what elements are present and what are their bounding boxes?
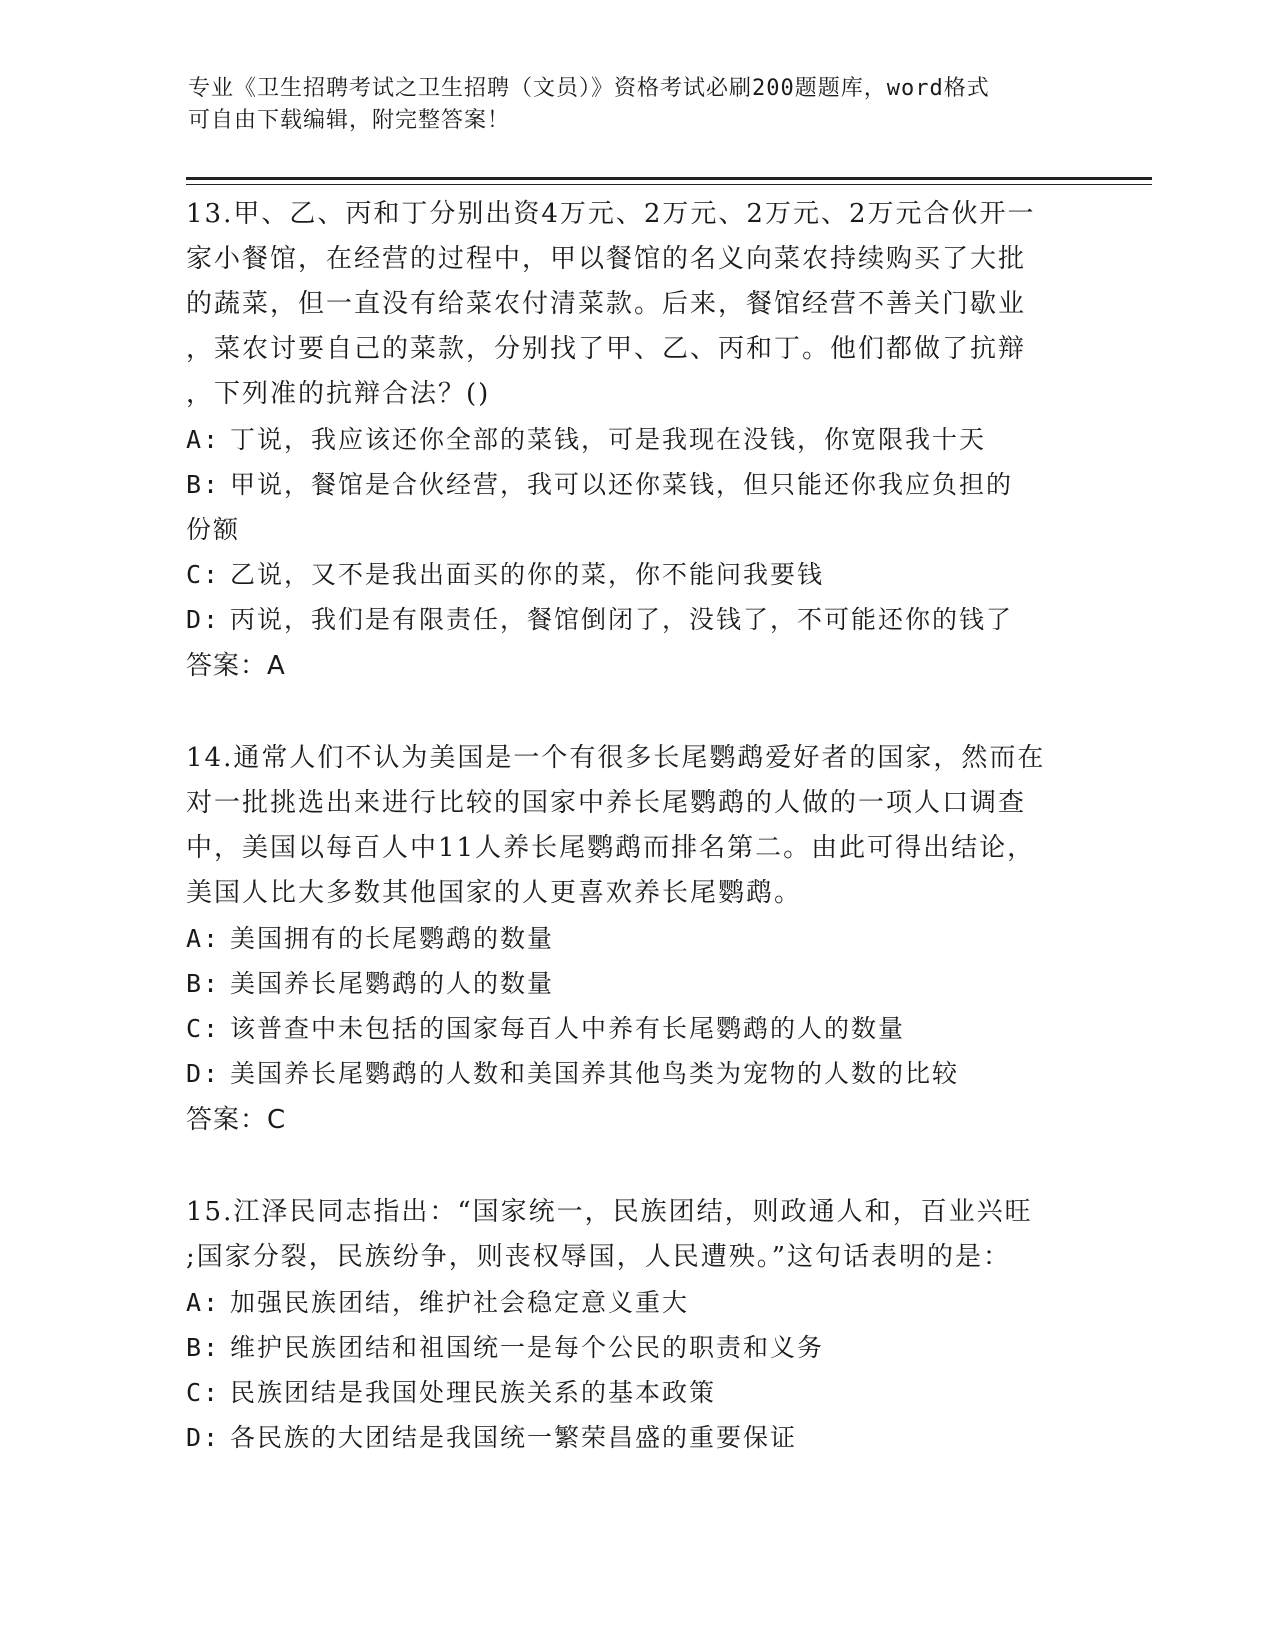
question-13 (186, 192, 1086, 690)
question-stem (186, 1190, 1086, 1280)
option-text: 乙说，又不是我出面买的你的菜，你不能问我要钱 (230, 560, 825, 589)
question-line: ，菜农讨要自己的菜款，分别找了甲、乙、丙和丁。他们都做了抗辩 (186, 334, 1027, 364)
option-c (186, 552, 1086, 597)
question-line: 家小餐馆，在经营的过程中，甲以餐馆的名义向菜农持续购买了大批 (186, 244, 1027, 274)
option-a (186, 1280, 1086, 1325)
option-b (186, 462, 1086, 552)
spacer (186, 690, 1086, 736)
answer-label: 答案：A (186, 651, 286, 681)
question-line: ，下列准的抗辩合法？() (186, 379, 491, 409)
option-letter: B: (186, 470, 221, 499)
question-15 (186, 1190, 1086, 1460)
question-line: ;国家分裂，民族纷争，则丧权辱国，人民遭殃。”这句话表明的是： (186, 1242, 1012, 1272)
header-divider (186, 177, 1152, 180)
option-c (186, 1370, 1086, 1415)
option-letter: A: (186, 1288, 221, 1317)
question-line: 15.江泽民同志指出：“国家统一，民族团结，则政通人和，百业兴旺 (186, 1197, 1033, 1227)
spacer (186, 1144, 1086, 1190)
question-list (186, 192, 1086, 1460)
option-letter: C: (186, 1014, 221, 1043)
question-stem (186, 736, 1086, 916)
question-14 (186, 736, 1086, 1144)
question-line: 14.通常人们不认为美国是一个有很多长尾鹦鹉爱好者的国家，然而在 (186, 743, 1046, 773)
option-d (186, 1051, 1086, 1096)
option-b (186, 1325, 1086, 1370)
option-d (186, 1415, 1086, 1460)
option-text: 维护民族团结和祖国统一是每个公民的职责和义务 (230, 1333, 825, 1362)
option-letter: A: (186, 924, 221, 953)
option-a (186, 916, 1086, 961)
header-line: 可自由下载编辑，附完整答案！ (188, 108, 511, 133)
option-text: 美国养长尾鹦鹉的人数和美国养其他鸟类为宠物的人数的比较 (230, 1059, 960, 1088)
option-letter: C: (186, 560, 221, 589)
question-line: 对一批挑选出来进行比较的国家中养长尾鹦鹉的人做的一项人口调查 (186, 788, 1027, 818)
option-letter: D: (186, 605, 221, 634)
option-letter: D: (186, 1423, 221, 1452)
option-text: 美国养长尾鹦鹉的人的数量 (230, 969, 555, 998)
option-letter: D: (186, 1059, 221, 1088)
option-letter: B: (186, 969, 221, 998)
option-text: 丁说，我应该还你全部的菜钱，可是我现在没钱，你宽限我十天 (230, 425, 987, 454)
header-divider-thin (186, 184, 1152, 185)
document-header (188, 73, 1088, 137)
header-line: 专业《卫生招聘考试之卫生招聘（文员）》资格考试必刷200题题库，word格式 (188, 76, 990, 101)
option-a (186, 417, 1086, 462)
option-letter: A: (186, 425, 221, 454)
answer-label: 答案：C (186, 1105, 287, 1135)
option-text: 加强民族团结，维护社会稳定意义重大 (230, 1288, 690, 1317)
option-text-continued: 份额 (186, 515, 241, 544)
option-b (186, 961, 1086, 1006)
option-d (186, 597, 1086, 642)
option-letter: B: (186, 1333, 221, 1362)
question-stem (186, 192, 1086, 417)
option-text: 民族团结是我国处理民族关系的基本政策 (230, 1378, 717, 1407)
option-letter: C: (186, 1378, 221, 1407)
option-text: 各民族的大团结是我国统一繁荣昌盛的重要保证 (230, 1423, 798, 1452)
question-line: 的蔬菜，但一直没有给菜农付清菜款。后来，餐馆经营不善关门歇业 (186, 289, 1027, 319)
option-text: 美国拥有的长尾鹦鹉的数量 (230, 924, 555, 953)
question-line: 美国人比大多数其他国家的人更喜欢养长尾鹦鹉。 (186, 878, 803, 908)
question-line: 中，美国以每百人中11人养长尾鹦鹉而排名第二。由此可得出结论， (186, 833, 1036, 863)
option-text: 甲说，餐馆是合伙经营，我可以还你菜钱，但只能还你我应负担的 (230, 470, 1014, 499)
option-text: 该普查中未包括的国家每百人中养有长尾鹦鹉的人的数量 (230, 1014, 906, 1043)
option-text: 丙说，我们是有限责任，餐馆倒闭了，没钱了，不可能还你的钱了 (230, 605, 1014, 634)
option-c (186, 1006, 1086, 1051)
question-line: 13.甲、乙、丙和丁分别出资4万元、2万元、2万元、2万元合伙开一 (186, 199, 1036, 229)
